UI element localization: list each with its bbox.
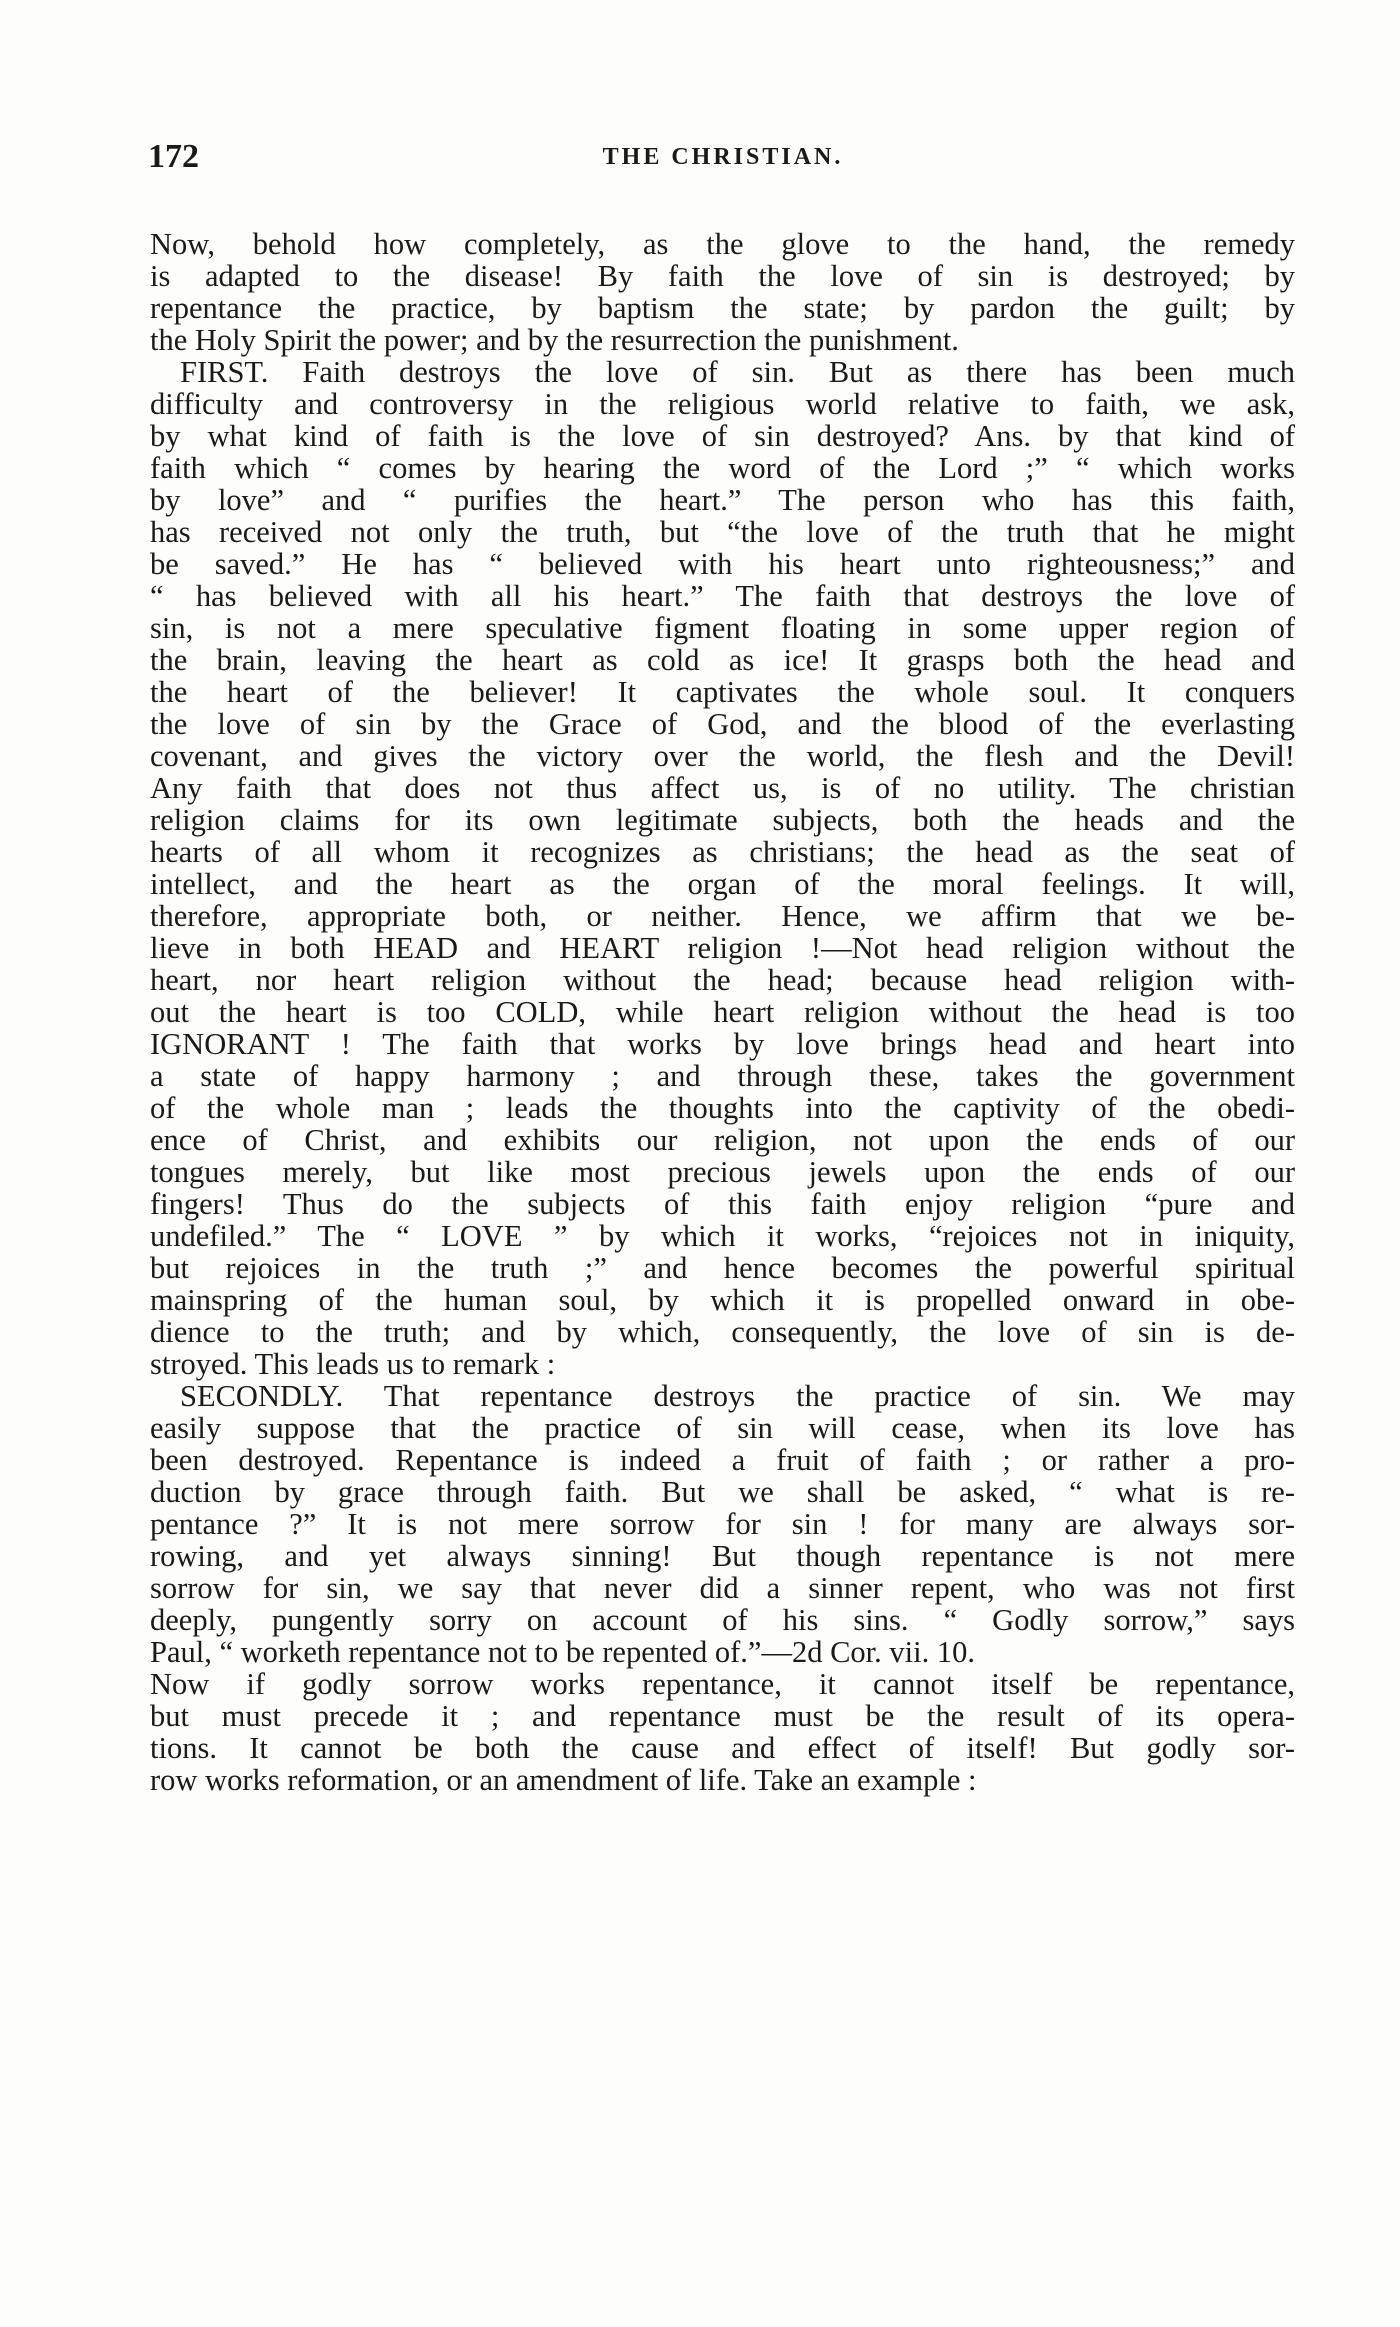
text-line: rowing, and yet always sinning! But though repentance is not mere	[150, 1539, 1295, 1573]
text-line: SECONDLY. That repentance destroys the practice of sin. We may	[180, 1379, 1295, 1413]
text-line: Any faith that does not thus affect us, is of no utility. The christian	[150, 771, 1295, 805]
text-line: fingers! Thus do the subjects of this faith enjoy religion “pure and	[150, 1187, 1295, 1221]
text-line: is adapted to the disease! By faith the love of sin is destroyed; by	[150, 259, 1295, 293]
text-line: ence of Christ, and exhibits our religion, not upon the ends of our	[150, 1123, 1295, 1157]
text-line: sin, is not a mere speculative figment floating in some upper region of	[150, 611, 1295, 645]
body-text	[150, 228, 1295, 1796]
page-header	[148, 138, 1298, 178]
text-line: dience to the truth; and by which, consequently, the love of sin is de-	[150, 1315, 1295, 1349]
text-line: “ has believed with all his heart.” The faith that destroys the love of	[150, 579, 1295, 613]
text-line: Now if godly sorrow works repentance, it cannot itself be repentance,	[150, 1667, 1295, 1701]
text-line: FIRST. Faith destroys the love of sin. But as there has been much	[180, 355, 1295, 389]
text-line: stroyed. This leads us to remark :	[150, 1347, 556, 1381]
text-line: difficulty and controversy in the religious world relative to faith, we ask,	[150, 387, 1295, 421]
text-line: intellect, and the heart as the organ of the moral feelings. It will,	[150, 867, 1295, 901]
text-line: easily suppose that the practice of sin will cease, when its love has	[150, 1411, 1295, 1445]
text-line: a state of happy harmony ; and through these, takes the government	[150, 1059, 1295, 1093]
text-line: faith which “ comes by hearing the word of the Lord ;” “ which works	[150, 451, 1295, 485]
text-line: out the heart is too COLD, while heart religion without the head is too	[150, 995, 1295, 1029]
text-line: by what kind of faith is the love of sin destroyed? Ans. by that kind of	[150, 419, 1295, 453]
text-line: of the whole man ; leads the thoughts into the captivity of the obedi-	[150, 1091, 1295, 1125]
text-line: the heart of the believer! It captivates the whole soul. It conquers	[150, 675, 1295, 709]
text-line: pentance ?” It is not mere sorrow for sin ! for many are always sor-	[150, 1507, 1295, 1541]
text-line: IGNORANT ! The faith that works by love brings head and heart into	[150, 1027, 1295, 1061]
text-line: tions. It cannot be both the cause and effect of itself! But godly sor-	[150, 1731, 1295, 1765]
text-line: Now, behold how completely, as the glove to the hand, the remedy	[150, 227, 1295, 261]
text-line: therefore, appropriate both, or neither. Hence, we affirm that we be-	[150, 899, 1295, 933]
text-line: but rejoices in the truth ;” and hence becomes the powerful spiritual	[150, 1251, 1295, 1285]
running-title: THE CHRISTIAN.	[602, 144, 844, 170]
text-line: sorrow for sin, we say that never did a sinner repent, who was not first	[150, 1571, 1295, 1605]
text-line: mainspring of the human soul, by which it is propelled onward in obe-	[150, 1283, 1295, 1317]
page-number: 172	[148, 138, 199, 175]
text-line: undefiled.” The “ LOVE ” by which it works, “rejoices not in iniquity,	[150, 1219, 1295, 1253]
text-line: repentance the practice, by baptism the state; by pardon the guilt; by	[150, 291, 1295, 325]
text-line: duction by grace through faith. But we shall be asked, “ what is re-	[150, 1475, 1295, 1509]
text-line: be saved.” He has “ believed with his heart unto righteousness;” and	[150, 547, 1295, 581]
text-line: been destroyed. Repentance is indeed a fruit of faith ; or rather a pro-	[150, 1443, 1295, 1477]
text-line: Paul, “ worketh repentance not to be repented of.”—2d Cor. vii. 10.	[150, 1635, 975, 1669]
text-line: lieve in both HEAD and HEART religion !—Not head religion without the	[150, 931, 1295, 965]
text-line: covenant, and gives the victory over the world, the flesh and the Devil!	[150, 739, 1295, 773]
text-line: religion claims for its own legitimate subjects, both the heads and the	[150, 803, 1295, 837]
text-line: the Holy Spirit the power; and by the resurrection the punishment.	[150, 323, 959, 357]
text-line: by love” and “ purifies the heart.” The person who has this faith,	[150, 483, 1295, 517]
text-line: tongues merely, but like most precious jewels upon the ends of our	[150, 1155, 1295, 1189]
text-line: the love of sin by the Grace of God, and the blood of the everlasting	[150, 707, 1295, 741]
text-line: but must precede it ; and repentance must be the result of its opera-	[150, 1699, 1295, 1733]
text-line: heart, nor heart religion without the head; because head religion with-	[150, 963, 1295, 997]
text-line: deeply, pungently sorry on account of his sins. “ Godly sorrow,” says	[150, 1603, 1295, 1637]
text-line: hearts of all whom it recognizes as christians; the head as the seat of	[150, 835, 1295, 869]
text-line: row works reformation, or an amendment of life. Take an example :	[150, 1763, 977, 1797]
text-line: the brain, leaving the heart as cold as ice! It grasps both the head and	[150, 643, 1295, 677]
text-line: has received not only the truth, but “the love of the truth that he might	[150, 515, 1295, 549]
